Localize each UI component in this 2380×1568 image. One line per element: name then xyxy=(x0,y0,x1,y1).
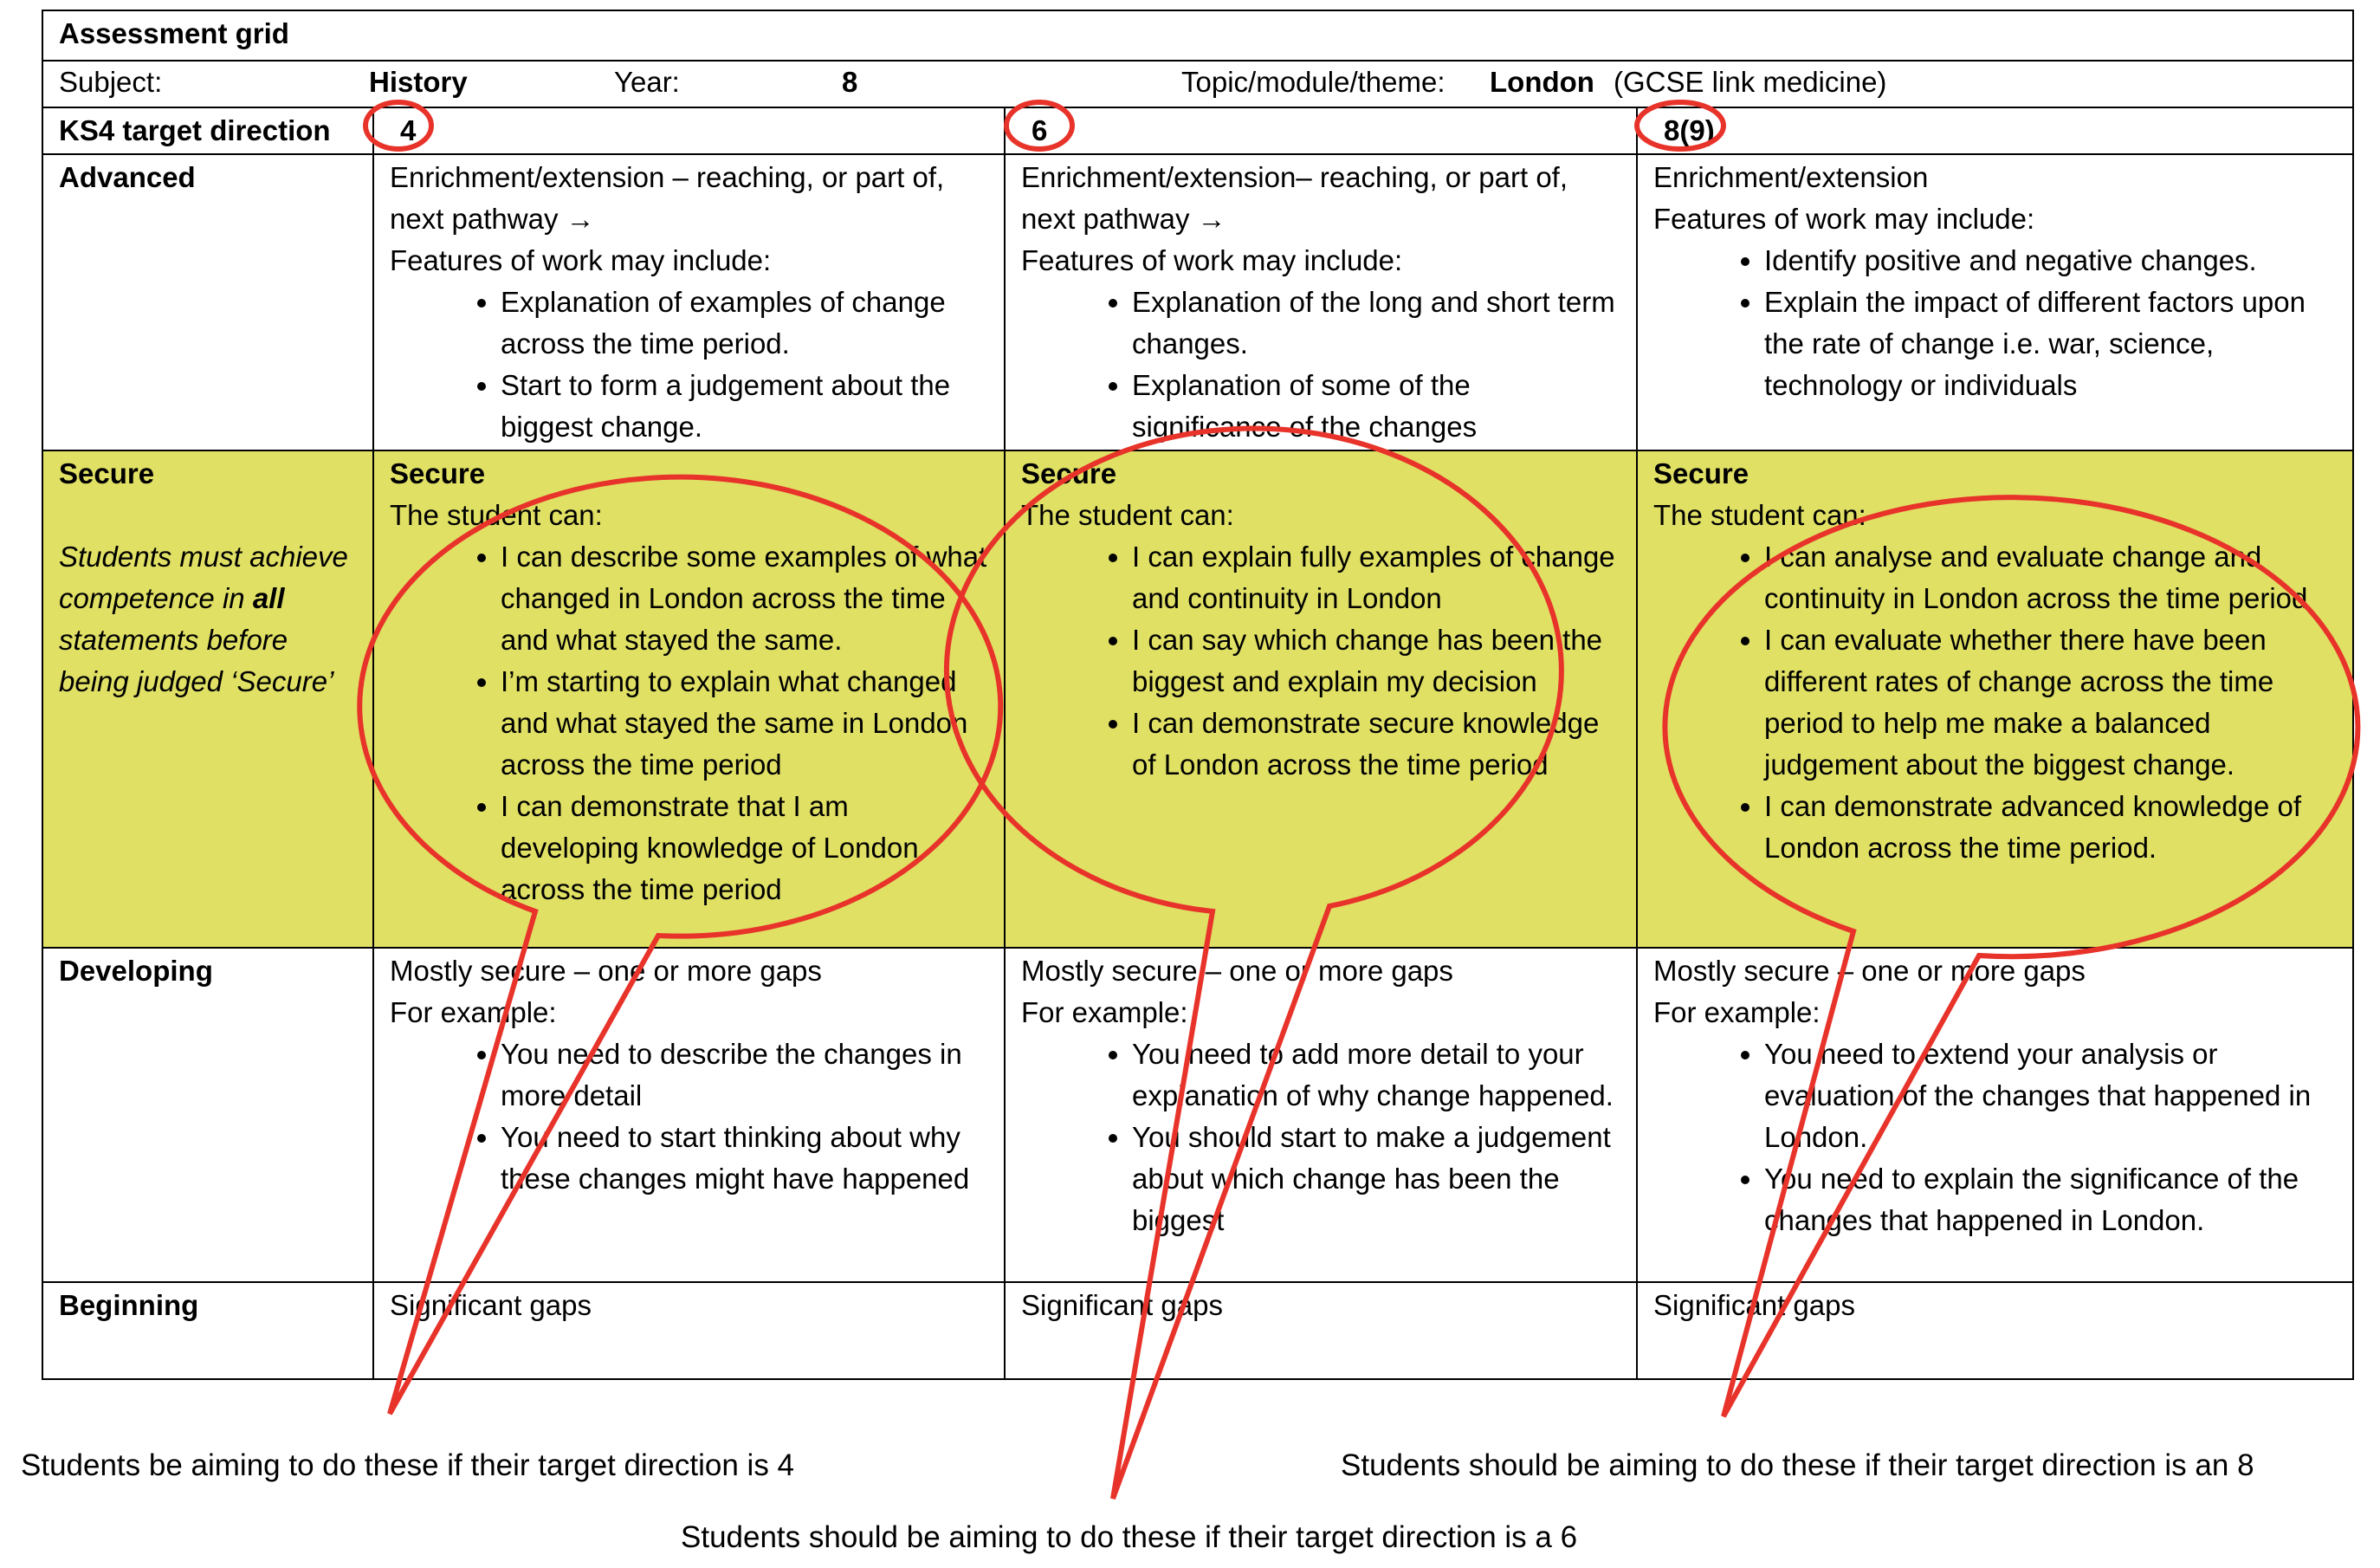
list-item: • Explanation of examples of change across the time period. xyxy=(501,282,988,365)
secure-note-bold: all xyxy=(252,582,285,614)
list-item: • You need to explain the significance of the changes that happened in London. xyxy=(1764,1158,2337,1241)
subject-label: Subject: xyxy=(59,66,163,98)
topic-label: Topic/module/theme: xyxy=(1181,66,1445,98)
beginning-label: Beginning xyxy=(42,1282,373,1379)
list-item: • You need to describe the changes in more detail xyxy=(501,1033,988,1117)
developing-col2-example: For example: xyxy=(1021,996,1188,1028)
list-item: • You need to start thinking about why these changes might have happened xyxy=(501,1117,988,1200)
beginning-col3: Significant gaps xyxy=(1637,1282,2353,1379)
secure-col1-intro: The student can: xyxy=(390,499,603,531)
list-item: • I can demonstrate advanced knowledge of London across the time period. xyxy=(1764,786,2337,869)
advanced-col1-features: Features of work may include: xyxy=(390,244,772,276)
grid-title: Assessment grid xyxy=(42,10,2353,61)
advanced-label: Advanced xyxy=(42,154,373,450)
secure-label: Secure xyxy=(59,457,155,489)
target-6-circle xyxy=(1006,102,1072,149)
developing-col1-intro: Mostly secure – one or more gaps xyxy=(390,955,822,987)
caption-target-6: Students should be aiming to do these if their target direction is a 6 xyxy=(681,1520,1578,1554)
list-item: • You should start to make a judgement about which change has been the biggest xyxy=(1132,1117,1620,1241)
advanced-col2-intro: Enrichment/extension– reaching, or part of, next pathway → xyxy=(1021,161,1568,235)
target-8-circle xyxy=(1637,102,1724,149)
developing-col3-intro: Mostly secure – one or more gaps xyxy=(1653,955,2086,987)
target-col2: 6 xyxy=(1005,107,1637,154)
secure-col3-intro: The student can: xyxy=(1653,499,1866,531)
list-item: • Explanation of the long and short term changes. xyxy=(1132,282,1620,365)
secure-note-after: statements before being judged ‘Secure’ xyxy=(59,624,334,697)
year-label: Year: xyxy=(614,66,680,98)
subject-value: History xyxy=(369,66,468,98)
list-item: • Explain the impact of different factors upon the rate of change i.e. war, science, technology or individuals xyxy=(1764,282,2337,406)
list-item: • I’m starting to explain what changed and what stayed the same in London across the time period xyxy=(501,661,988,786)
secure-note-before: Students must achieve competence in xyxy=(59,541,348,614)
target-4-circle xyxy=(365,102,431,149)
list-item: • Identify positive and negative changes. xyxy=(1764,240,2337,282)
callout-bubble-col3 xyxy=(1665,497,2357,1416)
list-item: • Start to form a judgement about the biggest change. xyxy=(501,365,988,448)
list-item: • You need to extend your analysis or evaluation of the changes that happened in London. xyxy=(1764,1033,2337,1158)
target-col1: 4 xyxy=(373,107,1005,154)
topic-value: London xyxy=(1490,66,1594,98)
target-label: KS4 target direction xyxy=(42,107,373,154)
callout-bubble-col1 xyxy=(359,477,1000,1414)
advanced-col3-features: Features of work may include: xyxy=(1653,203,2035,235)
annotation-shapes xyxy=(359,102,2357,1499)
list-item: • I can evaluate whether there have been different rates of change across the time period to help me make a balanced judgement about the biggest change. xyxy=(1764,619,2337,786)
list-item: • I can demonstrate secure knowledge of London across the time period xyxy=(1132,703,1620,786)
year-value: 8 xyxy=(842,66,858,98)
list-item: • I can analyse and evaluate change and continuity in London across the time period xyxy=(1764,536,2337,619)
secure-col2-intro: The student can: xyxy=(1021,499,1234,531)
beginning-col2: Significant gaps xyxy=(1005,1282,1637,1379)
caption-target-4: Students be aiming to do these if their target direction is 4 xyxy=(21,1448,795,1482)
developing-col2-intro: Mostly secure – one or more gaps xyxy=(1021,955,1453,987)
advanced-col3-intro: Enrichment/extension xyxy=(1653,161,1929,193)
developing-label: Developing xyxy=(42,948,373,1282)
list-item: • You need to add more detail to your explanation of why change happened. xyxy=(1132,1033,1620,1117)
developing-col1-example: For example: xyxy=(390,996,557,1028)
advanced-col1-intro: Enrichment/extension – reaching, or part of, next pathway → xyxy=(390,161,945,235)
caption-target-8: Students should be aiming to do these if their target direction is an 8 xyxy=(1341,1448,2254,1482)
secure-col1-heading: Secure xyxy=(390,457,486,489)
list-item: • Explanation of some of the significance of the changes xyxy=(1132,365,1620,448)
beginning-col1: Significant gaps xyxy=(373,1282,1005,1379)
target-col3: 8(9) xyxy=(1637,107,2353,154)
developing-col3-example: For example: xyxy=(1653,996,1821,1028)
list-item: • I can describe some examples of what changed in London across the time and what stayed the same. xyxy=(501,536,988,661)
topic-note: (GCSE link medicine) xyxy=(1614,66,1887,98)
callout-bubble-col2 xyxy=(947,429,1562,1499)
secure-col2-heading: Secure xyxy=(1021,457,1117,489)
secure-col3-heading: Secure xyxy=(1653,457,1749,489)
list-item: • I can say which change has been the biggest and explain my decision xyxy=(1132,619,1620,703)
list-item: • I can explain fully examples of change and continuity in London xyxy=(1132,536,1620,619)
advanced-col2-features: Features of work may include: xyxy=(1021,244,1403,276)
list-item: • I can demonstrate that I am developing knowledge of London across the time period xyxy=(501,786,988,910)
